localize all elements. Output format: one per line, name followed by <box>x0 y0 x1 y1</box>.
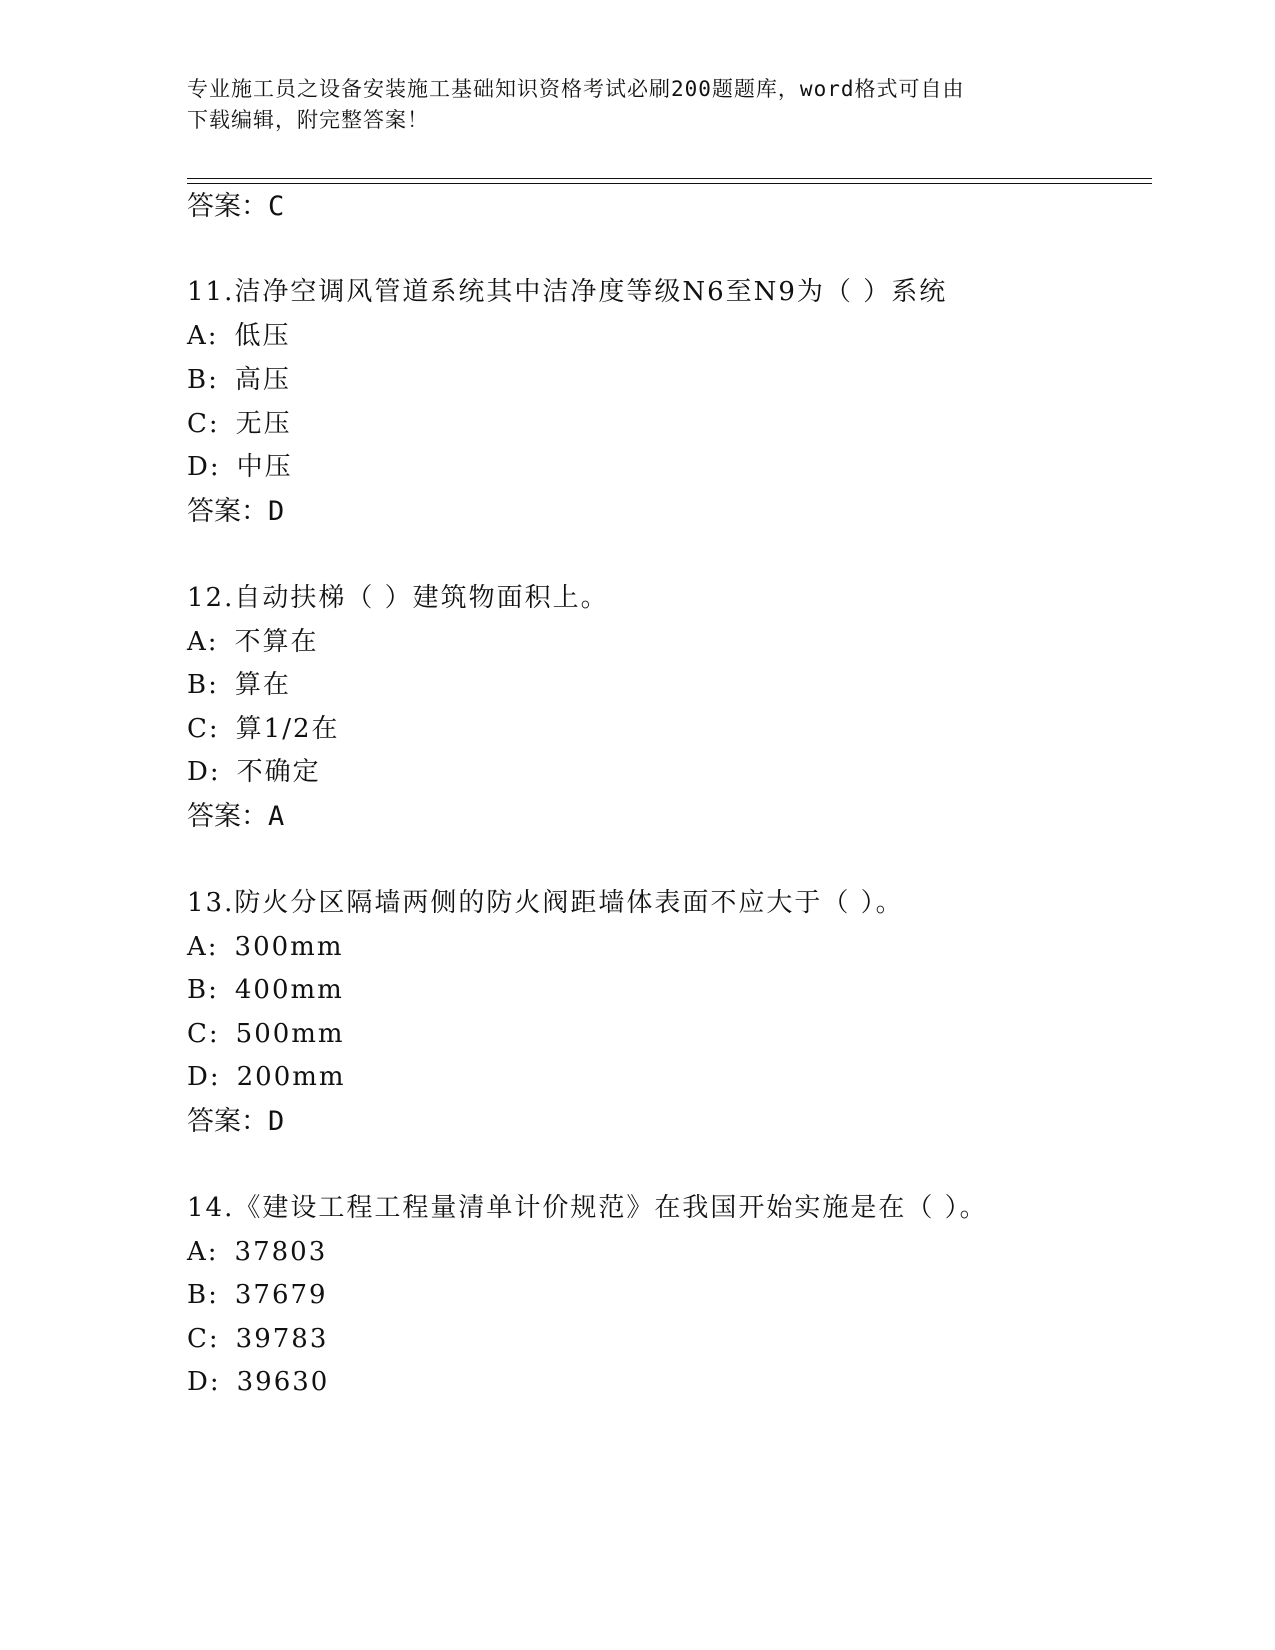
option-text: 算在 <box>234 670 291 700</box>
question-12-option-c <box>187 713 340 745</box>
option-label: B: <box>187 670 219 700</box>
option-label: D: <box>187 757 221 787</box>
question-12-answer: 答案：A <box>187 801 285 832</box>
option-label: D: <box>187 1367 221 1397</box>
header-divider-top <box>187 178 1152 179</box>
option-text: 300mm <box>234 932 344 962</box>
question-11-option-a <box>187 320 291 352</box>
option-text: 37679 <box>234 1280 328 1310</box>
question-11-option-d <box>187 451 293 483</box>
option-label: C: <box>187 714 220 744</box>
option-text: 39630 <box>236 1367 330 1397</box>
option-text: 不确定 <box>236 757 321 787</box>
header-line-1: 专业施工员之设备安装施工基础知识资格考试必刷200题题库，word格式可自由 <box>187 77 965 101</box>
option-text: 39783 <box>235 1324 329 1354</box>
previous-answer: 答案：C <box>187 191 285 222</box>
option-text: 无压 <box>235 409 292 439</box>
option-text: 不算在 <box>234 627 319 657</box>
question-14-option-c <box>187 1323 328 1355</box>
question-11-stem: 11.洁净空调风管道系统其中洁净度等级N6至N9为（ ）系统 <box>187 277 948 307</box>
question-12-stem: 12.自动扶梯（ ）建筑物面积上。 <box>187 583 609 613</box>
question-14-option-a <box>187 1236 327 1268</box>
option-label: C: <box>187 1324 220 1354</box>
option-text: 37803 <box>234 1237 328 1267</box>
option-label: C: <box>187 409 220 439</box>
option-label: A: <box>187 1237 219 1267</box>
option-text: 500mm <box>235 1019 345 1049</box>
option-text: 200mm <box>236 1062 346 1092</box>
question-12-option-d <box>187 756 321 788</box>
question-13-option-b <box>187 974 344 1006</box>
option-label: A: <box>187 321 219 351</box>
option-label: A: <box>187 627 219 657</box>
option-label: B: <box>187 975 219 1005</box>
header-divider-bottom <box>187 183 1152 184</box>
option-label: C: <box>187 1019 220 1049</box>
option-label: A: <box>187 932 219 962</box>
question-11-answer: 答案：D <box>187 496 285 527</box>
question-14-option-b <box>187 1279 328 1311</box>
question-14-option-d <box>187 1366 329 1398</box>
question-13-answer: 答案：D <box>187 1106 285 1137</box>
question-13-stem: 13.防火分区隔墙两侧的防火阀距墙体表面不应大于（ ）。 <box>187 888 904 918</box>
question-12-option-a <box>187 626 319 658</box>
question-13-option-c <box>187 1018 345 1050</box>
question-14-stem: 14.《建设工程工程量清单计价规范》在我国开始实施是在（ ）。 <box>187 1193 988 1223</box>
question-11-option-b <box>187 364 291 396</box>
question-13-option-a <box>187 931 343 963</box>
question-12-option-b <box>187 669 291 701</box>
option-label: B: <box>187 1280 219 1310</box>
option-label: D: <box>187 1062 221 1092</box>
option-text: 中压 <box>236 452 293 482</box>
question-13-option-d <box>187 1061 346 1093</box>
option-label: D: <box>187 452 221 482</box>
header-line-2: 下载编辑，附完整答案！ <box>187 108 429 132</box>
option-text: 400mm <box>234 975 344 1005</box>
question-11-option-c <box>187 408 292 440</box>
option-text: 低压 <box>234 321 291 351</box>
document-header <box>187 74 1067 136</box>
option-label: B: <box>187 365 219 395</box>
option-text: 算1/2在 <box>235 714 340 744</box>
option-text: 高压 <box>234 365 291 395</box>
